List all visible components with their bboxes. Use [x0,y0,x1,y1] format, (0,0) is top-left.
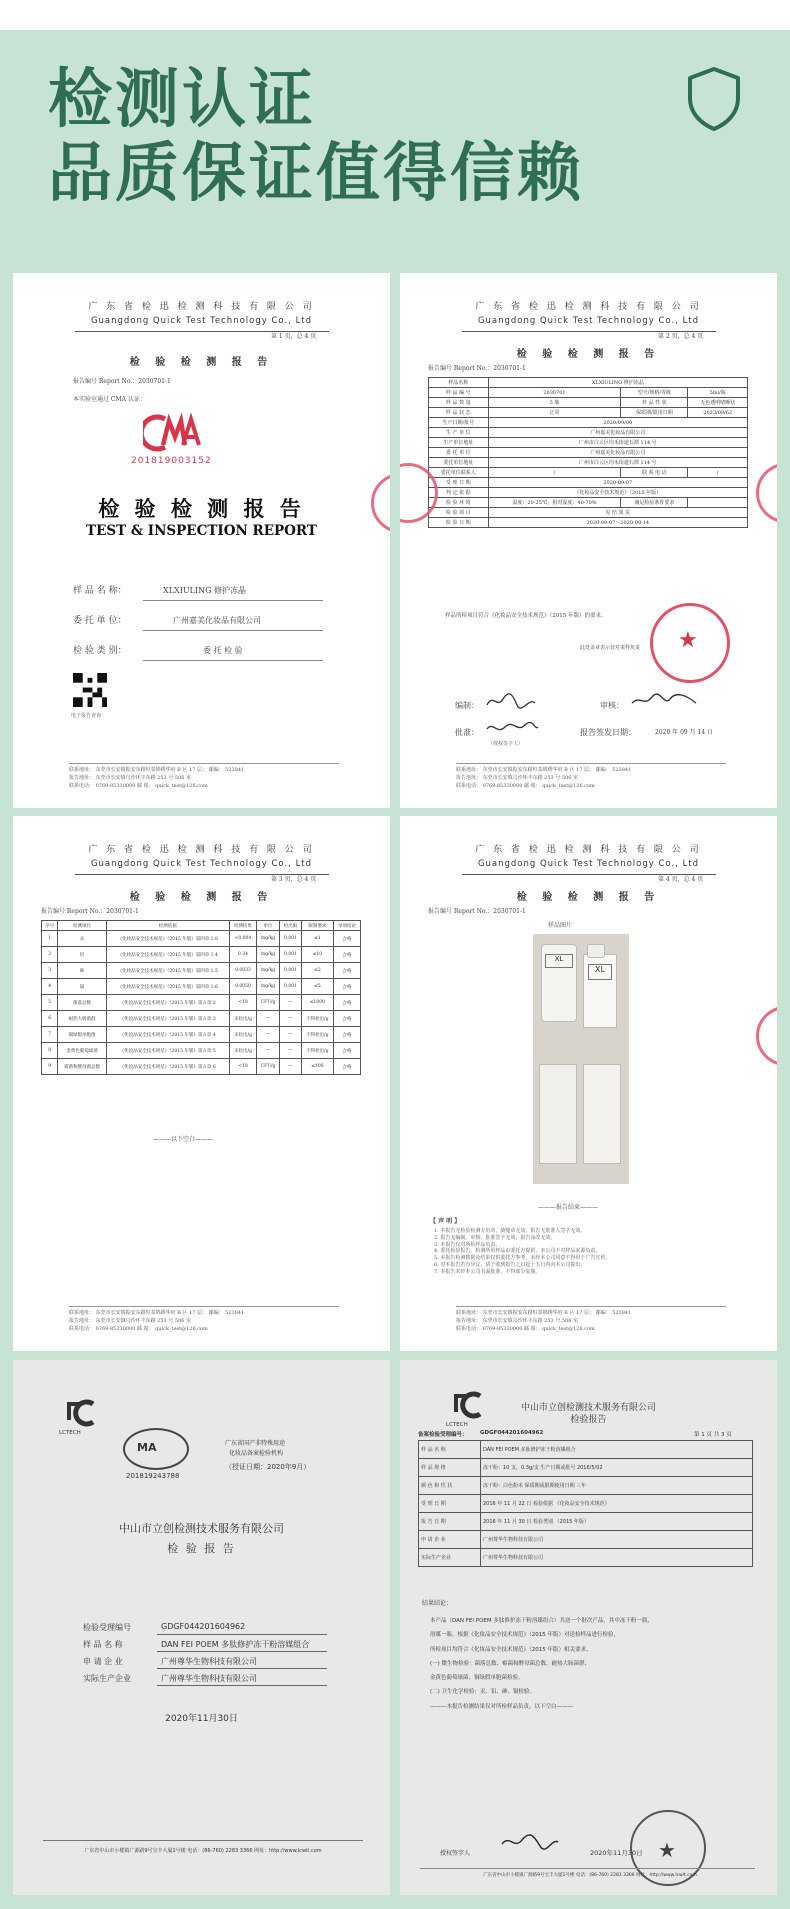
table-cell: 合格 [333,963,360,979]
table-row [42,979,361,995]
field-label: 实际生产企业 [83,1674,131,1683]
cma-note: 本实验室通过 CMA 认证： [73,396,146,403]
table-cell: 7 [42,1027,58,1043]
contact-line: 报告地址： 东莞市长安镇乌沙环丰东路 253 号 506 室 [69,1318,192,1324]
table-cell: 样 品 名 称 [419,1441,481,1459]
table-cell: 受 理 日 期 [419,1495,481,1513]
field-label: 委 托 单 位： [73,616,127,626]
table-cell: 冻干粉：白色粉末 保质期或限期使用日期 三年 [481,1477,753,1495]
seal-star-icon: ★ [658,1838,676,1862]
conclusion-line: 溶媒一瓶。根据《化妆品安全技术规范》（2015 年版）对送检样品进行检验， [430,1632,619,1639]
headline-line2: 品质保证值得信赖 [48,137,584,211]
column-header: 限制要求 [301,921,333,931]
page-number: 第 4 页，总 4 页 [658,876,704,883]
big-title: 检 验 检 测 报 告 [98,496,305,521]
table-cell: 样 品 数 量 [429,398,489,408]
table-cell: 无色透明啫喱状 [688,398,748,408]
table-cell: 冻干粉：10 支，0.3g/支 生产日期或批号 2016/5/02 [481,1459,753,1477]
sign-edit: 编制： [455,701,479,710]
org-name: 中山市立创检测技术服务有限公司 [119,1522,284,1535]
table-row [429,478,748,488]
table-cell: <10 [229,1059,256,1075]
conclusion-title: 结果结论： [422,1600,453,1607]
table-row [429,428,748,438]
table-cell: 2 [42,947,58,963]
conclusion-note: 此处盖章表示仅对来样负责 [580,645,641,651]
table-cell: 样 品 规 格 [419,1459,481,1477]
conclusion-line: 所检项目均符合《化妆品安全技术规范》（2015 年版）相关要求。 [430,1646,592,1653]
conclusion-line: ———本报告检测结果仅对所检样品负责，以下空白——— [430,1703,574,1710]
footer-address: 广东省中山市小榄镇广源路9号宝丰大厦1号楼 电话：(86-760) 2283 3366 网址：http://www.lcwit.com [483,1873,697,1878]
sample-photo: XL XL [533,934,629,1184]
declaration-line: 5. 本报告检测数据及结果仅供委托方参考，未经本公司同意不得用于广告宣传。 [434,1255,611,1261]
table-row [42,1011,361,1027]
table-cell: 申 请 企 业 [419,1531,481,1549]
table-cell: 《化妆品安全技术规范》（2015 年版）第五章 4 [106,1027,229,1043]
table-cell: 样品名称 [429,378,489,388]
company-en: Guangdong Quick Test Technology Co., Ltd [90,316,313,326]
page-number: 第 2 页，总 4 页 [658,333,704,340]
table-cell: 生产单位地址 [429,438,489,448]
field-value: 广州尊华生物科技有限公司 [161,1674,257,1683]
field-value: 委 托 检 验 [203,646,243,655]
issue-label: 报告签发日期： [580,728,636,737]
table-row [429,498,748,508]
report-page-2 [400,273,777,808]
table-cell: 广州尊华生物科技有限公司 [481,1531,753,1549]
table-row [419,1549,753,1567]
conclusion-line: (一) 微生物检验：菌落总数、霉菌和酵母菌总数、耐热大肠菌群、 [430,1660,591,1667]
table-cell: 2020-09-07 [488,478,747,488]
signature-icon [485,719,540,739]
table-cell: 受 理 日 期 [429,478,489,488]
report-title: 检 验 检 测 报 告 [516,892,661,903]
report-no: 报告编号 Report No.：2030701-1 [428,365,526,372]
table-cell: <10 [229,995,256,1011]
column-header: 单位 [256,921,279,931]
contact-line: 报告地址： 东莞市长安镇乌沙环丰东路 253 号 506 室 [69,775,192,781]
report-page-1 [13,273,390,808]
contact-line: 联系电话： 0769-85330000 邮 箱： quick_test@126.com [69,1326,208,1332]
field-value: 广州嘉美化妆品有限公司 [173,616,261,625]
table-cell [688,498,748,508]
code-label: 备案检验受理编号： [418,1432,468,1438]
page-number: 第 1 页 共 3 页 [694,1432,732,1438]
table-row [419,1495,753,1513]
table-row [429,458,748,468]
table-row [429,398,748,408]
table-cell: 样 品 编 号 [429,388,489,398]
contact-line: 报告地址： 东莞市长安镇乌沙环丰东路 253 号 506 室 [456,775,579,781]
table-cell: 《化妆品安全技术规范》（2015 年版） [488,488,747,498]
contact-line: 联系地址： 东莞市长安镇振安东路恒泰锦绣华府 B 区 17 层； 邮编： 523841 [69,1310,245,1316]
table-cell: 不得检出/g [301,1027,333,1043]
table-row [429,508,748,518]
declaration-line: 4. 委托检验报告，检测所用样品由委托方提供，本公司不对样品来源负责。 [434,1248,601,1255]
table-cell: 5ml/瓶 [688,388,748,398]
qr-caption: 电子报告查询 [71,713,102,719]
end-note: ———以下空白——— [153,1136,214,1143]
table-cell: 4 [42,979,58,995]
table-cell: 《化妆品安全技术规范》（2015 年版）第五章 2 [106,995,229,1011]
contact-line: 报告地址： 东莞市长安镇乌沙环丰东路 253 号 506 室 [456,1318,579,1324]
signature-icon [500,1832,560,1852]
table-row [419,1531,753,1549]
table-cell: 《化妆品安全技术规范》（2015 年版）第四章 1.5 [106,963,229,979]
page-number: 第 1 页，总 4 页 [271,333,317,340]
table-cell: 金黄色葡萄球菌 [58,1043,106,1059]
company-en: Guangdong Quick Test Technology Co., Ltd [477,316,700,326]
column-header: 序号 [42,921,58,931]
table-row [42,1043,361,1059]
headline-line1: 检测认证 [48,63,316,137]
table-cell: 合格 [333,1059,360,1075]
table-row [429,388,748,398]
table-cell: ≤1 [301,931,333,947]
declare-title: 【 声 明 】 [430,1218,461,1225]
table-cell: 汞 [58,931,106,947]
report-title: 检 验 检 测 报 告 [129,892,274,903]
qr-code-icon [73,673,107,707]
table-cell: 《化妆品安全技术规范》（2015 年版）第五章 3 [106,1011,229,1027]
signature-icon [485,691,545,711]
report-title: 检验报告 [570,1415,607,1425]
table-cell: 5 [42,995,58,1011]
table-cell: 2020/09/00 [488,418,747,428]
table-cell: 0.001 [280,947,302,963]
shield-icon [686,66,742,132]
table-cell: 广州市白云区均禾街道石潭 114 号 [488,438,747,448]
table-cell: — [280,1011,302,1027]
cma-code: 201819243788 [126,1472,180,1480]
en-title: TEST & INSPECTION REPORT [86,523,317,539]
report-no: 报告编号 Report No.：2030701-1 [428,908,526,915]
table-row [429,438,748,448]
table-row [42,931,361,947]
table-cell: / [488,468,621,478]
table-cell: 铜绿假单胞菌 [58,1027,106,1043]
table-cell: 0.0050 [229,979,256,995]
table-cell: ≤5 [301,979,333,995]
table-cell: ≤10 [301,947,333,963]
table-cell: — [280,1043,302,1059]
company-en: Guangdong Quick Test Technology Co., Ltd [477,859,700,869]
contact-line: 联系地址： 东莞市长安镇振安东路恒泰锦绣华府 B 区 17 层； 邮编： 523841 [456,767,632,773]
table-row [429,408,748,418]
company-cn: 广 东 省 检 迅 检 测 科 技 有 限 公 司 [475,302,702,312]
declaration-line: 7. 本报告未经本公司书面批准，不得部分复制。 [434,1268,541,1275]
table-cell: 5 瓶 [488,398,621,408]
report-date: 2020年11月30日 [590,1849,643,1857]
cma-text: MA [137,1441,157,1454]
table-cell: 满足检验条件要求 [621,498,688,508]
declaration-line: 6. 对本报告若有异议，请于收到报告之日起十五日内向本公司提出。 [434,1261,586,1268]
declaration-line: 2. 报告无编制、审核、批准签字无效，报告涂改无效。 [434,1234,556,1241]
table-cell: 未检出/g [229,1043,256,1059]
table-cell: DAN FEI POEM 多肽修护冻干粉溶媒组合 [481,1441,753,1459]
column-header: 检测结果 [229,921,256,931]
table-cell: 合格 [333,1043,360,1059]
table-cell: 合格 [333,1011,360,1027]
table-cell: 0.0033 [229,963,256,979]
sign-approve: 批准： [455,728,479,737]
cma-side-text: 化妆品备案检验机构 [229,1450,284,1457]
red-seal-stamp [756,1006,777,1066]
company-en: Guangdong Quick Test Technology Co., Ltd [90,859,313,869]
sample-info-table [428,377,748,528]
seal-star-icon: ★ [678,628,698,653]
table-cell: 生 产 单 位 [429,428,489,438]
company-cn: 广 东 省 检 迅 检 测 科 技 有 限 公 司 [88,302,315,312]
table-cell: 2023/09/62 [688,408,748,418]
field-label: 检 验 类 别： [73,646,127,656]
field-value: XLXIULING 修护冻晶 [163,586,247,595]
contact-line: 联系地址： 东莞市长安镇振安东路恒泰锦绣华府 B 区 17 层； 邮编： 523841 [69,767,245,773]
table-cell: 合格 [333,1027,360,1043]
table-cell: 委 托 单 位 [429,448,489,458]
table-cell: — [280,1059,302,1075]
table-row [42,963,361,979]
footer-address: 广东省中山市小榄镇广源路9号宝丰大厦1号楼 电话：(86-760) 2283 3366 网址：http://www.lcwit.com [84,1848,322,1854]
lctech-logo-icon [63,1398,99,1428]
end-note: ———报告结束——— [538,1204,599,1211]
table-row [429,448,748,458]
table-cell: 《化妆品安全技术规范》（2015 年版）第五章 5 [106,1043,229,1059]
table-cell: 未检出/g [229,1011,256,1027]
report-page-3 [13,816,390,1351]
table-cell: — [256,1043,279,1059]
table-row [419,1477,753,1495]
table-cell: 合格 [333,931,360,947]
table-cell: — [280,995,302,1011]
table-cell: 广州市白云区均禾街道石潭 114 号 [488,458,747,468]
table-cell: 铅 [58,947,106,963]
field-label: 申 请 企 业 [83,1657,123,1666]
table-row [42,995,361,1011]
table-cell: 样 品 状 态 [429,408,489,418]
table-cell: ≤1000 [301,995,333,1011]
table-cell: 2020-09-07～2020-09-14 [488,518,747,528]
table-cell: 实际生产企业 [419,1549,481,1567]
lctech-cover-page [13,1360,390,1895]
table-cell: 型号/规格/等级 [621,388,688,398]
cma-side-text: 广东省国产非特殊用途 [225,1440,286,1447]
table-cell: 报 告 日 期 [419,1513,481,1531]
column-header: 检测项目 [58,921,106,931]
table-cell: 9 [42,1059,58,1075]
table-cell: ≤100 [301,1059,333,1075]
table-cell: 广州尊华生物科技有限公司 [481,1549,753,1567]
declaration-line: 3. 本报告仅对所检样品负责。 [434,1241,501,1248]
table-cell: 未检出/g [229,1027,256,1043]
table-cell: 砷 [58,963,106,979]
field-value: 广州尊华生物科技有限公司 [161,1657,257,1666]
table-cell: 6 [42,1011,58,1027]
red-seal-stamp [756,463,777,523]
table-cell: 2016 年 11 月 30 日 检验类别 （2015 年版） [481,1513,753,1531]
column-header: 单项结论 [333,921,360,931]
table-cell: 0.001 [280,979,302,995]
report-title: 检 验 检 测 报 告 [129,357,274,368]
table-cell: 合格 [333,947,360,963]
issue-date: 2020 年 09 月 14 日 [655,729,714,736]
table-cell: 检 验 项 目 [429,508,489,518]
table-row [419,1513,753,1531]
result-info-table [418,1440,753,1567]
table-cell: CFU/g [256,1059,279,1075]
field-label: 样 品 名 称： [73,586,127,596]
table-cell: 《化妆品安全技术规范》（2015 年版）第四章 1.8 [106,931,229,947]
table-cell: — [256,1011,279,1027]
table-row [429,518,748,528]
photo-label: 样品图片 [548,922,573,929]
table-cell: 3 [42,963,58,979]
table-cell: XLXIULING 修护冻晶 [488,378,747,388]
column-header: 检出限 [280,921,302,931]
lctech-logo-text: LCTECH [59,1430,81,1436]
table-cell: 镉 [58,979,106,995]
table-cell: 耐热大肠菌群 [58,1011,106,1027]
report-title: 检 验 报 告 [167,1542,236,1555]
table-cell: mg/kg [256,979,279,995]
table-cell: 《化妆品安全技术规范》（2015 年版）第四章 1.4 [106,947,229,963]
table-cell: 判 定 依 据 [429,488,489,498]
top-white-strip [0,0,790,30]
table-cell: ≤2 [301,963,333,979]
table-cell: 0.34 [229,947,256,963]
report-no: 报告编号 Report No.：2030701-1 [73,378,171,385]
conclusion-line: (二) 卫生化学检验：汞、铅、砷、镉检验。 [430,1689,536,1696]
column-header: 检测依据 [106,921,229,931]
table-cell: <0.004 [229,931,256,947]
table-cell: 0.001 [280,963,302,979]
table-row [419,1441,753,1459]
cma-logo-icon [143,413,203,453]
conclusion: 样品所检项目符合《化妆品安全技术规范》（2015 年版）的要求。 [445,613,607,619]
field-value: DAN FEI POEM 多肽修护冻干粉溶媒组合 [161,1640,310,1649]
table-cell: / [688,468,748,478]
signature-icon [630,691,700,711]
table-cell: 合格 [333,979,360,995]
table-row [42,1027,361,1043]
table-cell: 委托单位联系人 [429,468,489,478]
table-cell: 检 验 日 期 [429,518,489,528]
table-cell: 联 系 电 话 [621,468,688,478]
table-cell: 广州嘉美化妆品有限公司 [488,448,747,458]
report-no: 报告编号 Report No.：2030701-1 [41,908,139,915]
table-cell: mg/kg [256,963,279,979]
field-value: GDGF044201604962 [161,1622,246,1631]
table-row [419,1459,753,1477]
table-row [42,1059,361,1075]
table-cell: 不得检出/g [301,1043,333,1059]
report-page-4 [400,816,777,1351]
table-cell: 不得检出/g [301,1011,333,1027]
table-cell: 2016 年 11 月 22 日 检验依据 《化妆品安全技术规范》 [481,1495,753,1513]
lctech-result-page [400,1360,777,1895]
table-cell: 8 [42,1043,58,1059]
report-date: 2020年11月30日 [165,1714,238,1724]
sign-review: 审核： [600,701,624,710]
contact-line: 联系电话： 0769-85330000 邮 箱： quick_test@126.com [69,783,208,789]
table-cell: 0.001 [280,931,302,947]
table-cell: CFU/g [256,995,279,1011]
table-cell: 《化妆品安全技术规范》（2015 年版）第四章 1.6 [106,979,229,995]
table-row [429,418,748,428]
contact-line: 联系电话： 0769-85330000 邮 箱： quick_test@126.com [456,1326,595,1332]
company-cn: 广 东 省 检 迅 检 测 科 技 有 限 公 司 [88,845,315,855]
table-row [429,468,748,478]
table-cell: 菌落总数 [58,995,106,1011]
table-row [42,947,361,963]
table-cell: 霉菌和酵母菌总数 [58,1059,106,1075]
table-cell: 见 结 果 页 [488,508,747,518]
cma-side-text: （授证日期：2020年9月） [225,1463,311,1471]
sign-note: （授权签字人） [488,741,524,747]
table-cell: — [256,1027,279,1043]
company-cn: 广 东 省 检 迅 检 测 科 技 有 限 公 司 [475,845,702,855]
sign-label: 授权签字人 [440,1850,471,1857]
table-cell: 委托单位地址 [429,458,489,468]
results-table [41,920,361,1075]
table-cell: 1 [42,931,58,947]
conclusion-line: 本产品（DAN FEI POEM 多肽修护冻干粉溶媒组合）共送一个批次产品，其中冻干粉一瓶， [430,1618,653,1624]
field-label: 检验受理编号 [83,1623,131,1632]
table-cell: 合格 [333,995,360,1011]
contact-line: 联系地址： 东莞市长安镇振安东路恒泰锦绣华府 B 区 17 层； 邮编： 523841 [456,1310,632,1316]
table-row [429,378,748,388]
code-value: GDGF044201604962 [480,1430,544,1436]
lctech-logo-text: LCTECH [446,1422,468,1428]
page-number: 第 3 页，总 4 页 [271,876,317,883]
table-cell: 2030701 [488,388,621,398]
table-cell: 保质期/限用日期 [621,408,688,418]
table-cell: 正常 [488,408,621,418]
field-label: 样 品 名 称 [83,1640,123,1649]
table-cell: mg/kg [256,931,279,947]
report-title: 检 验 检 测 报 告 [516,349,661,360]
table-cell: 生产日期/批号 [429,418,489,428]
table-row [429,488,748,498]
table-cell: — [280,1027,302,1043]
contact-line: 联系电话： 0769-85330000 邮 箱： quick_test@126.com [456,783,595,789]
table-cell: 广州嘉美化妆品有限公司 [488,428,747,438]
org-name: 中山市立创检测技术服务有限公司 [520,1403,656,1413]
conclusion-line: 金黄色葡萄球菌、铜绿假单胞菌检验。 [430,1675,524,1682]
cma-code: 201819003152 [131,456,212,466]
declaration-line: 1. 本报告无检验检测专用章、骑缝章无效，报告无批准人签字无效。 [434,1228,586,1234]
table-cell: 颜 色 和 性 状 [419,1477,481,1495]
table-cell: mg/kg [256,947,279,963]
table-cell: 温度：20-25℃，相对湿度：40-70% [488,498,621,508]
table-cell: 检 验 环 境 [429,498,489,508]
table-cell: 《化妆品安全技术规范》（2015 年版）第五章 6 [106,1059,229,1075]
table-cell: 样 品 性 状 [621,398,688,408]
